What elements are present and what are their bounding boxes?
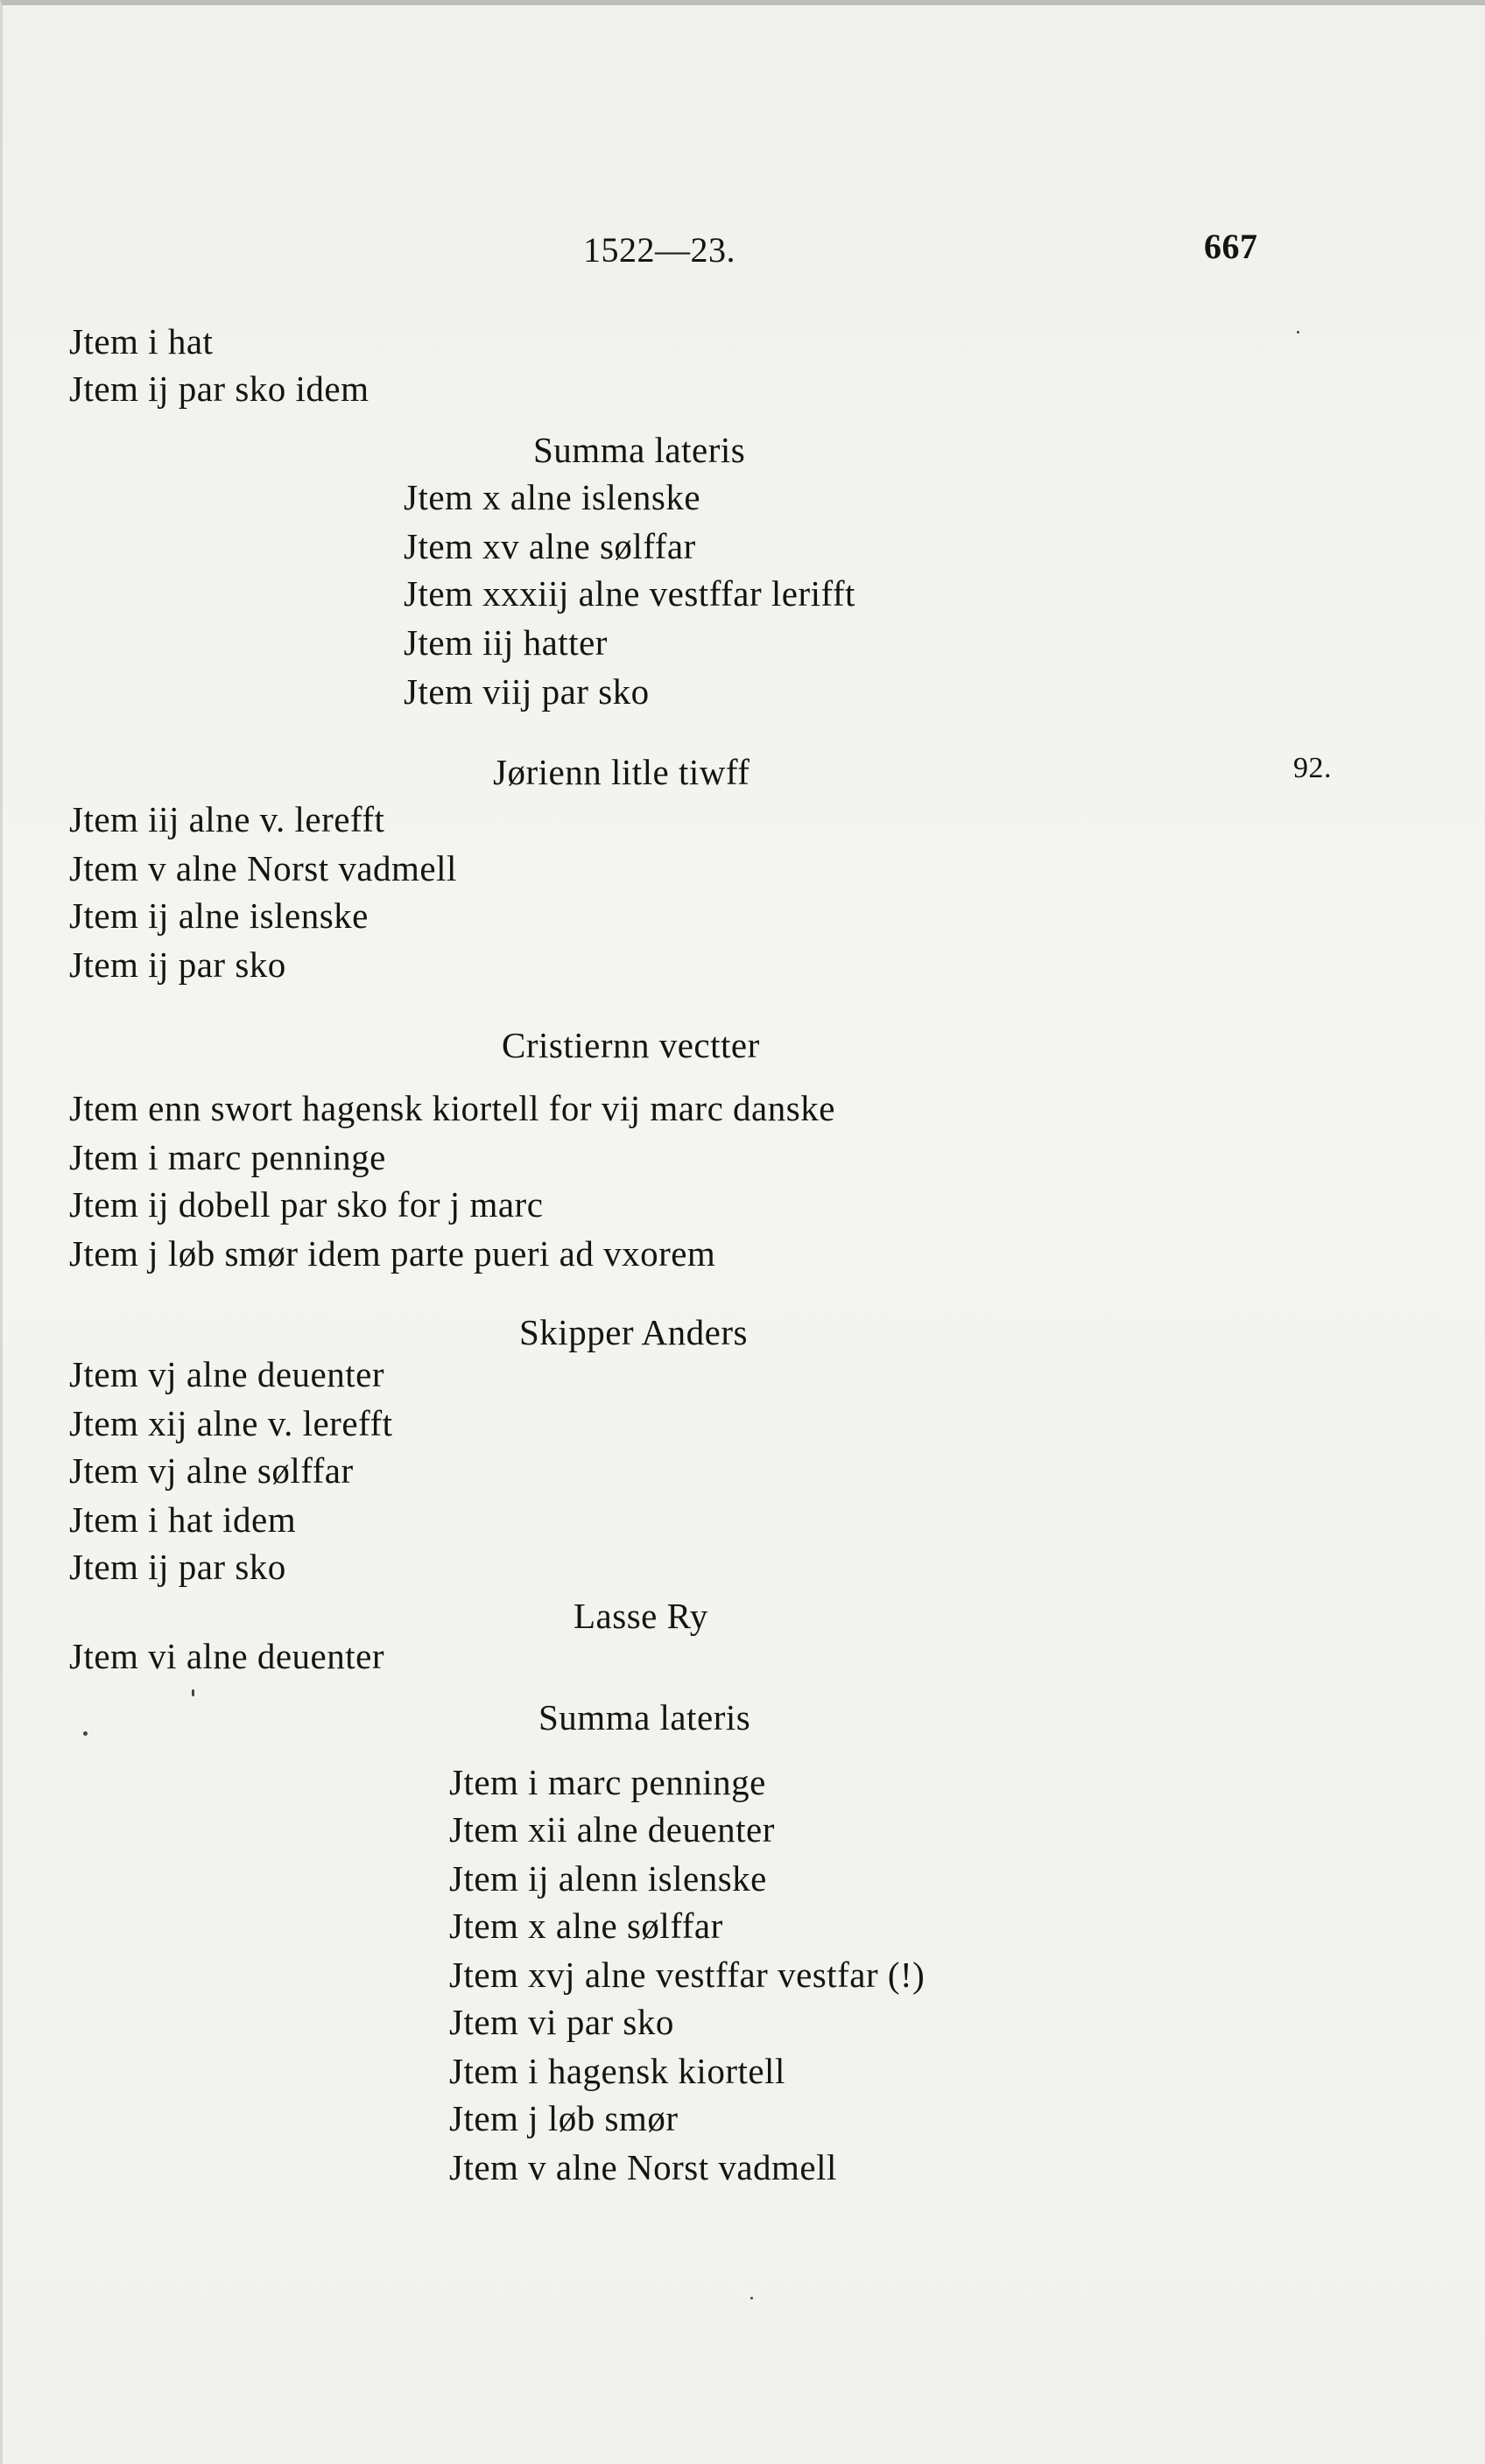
section-heading: Lasse Ry — [574, 1596, 708, 1636]
page-number: 667 — [1204, 227, 1258, 266]
text-line: Jtem xv alne sølffar — [404, 526, 696, 566]
text-line: Jtem iij hatter — [404, 622, 608, 663]
text-line: Jtem vi par sko — [449, 2002, 674, 2042]
text-line: Jtem i hat idem — [69, 1499, 297, 1540]
text-line: Jtem v alne Norst vadmell — [69, 848, 457, 888]
paper-speck — [192, 1689, 194, 1696]
text-line: Jtem j løb smør — [449, 2098, 679, 2138]
text-line: Jtem xii alne deuenter — [449, 1809, 775, 1850]
paper-speck — [1297, 331, 1299, 333]
text-line: Jtem vi alne deuenter — [69, 1636, 385, 1676]
text-line: Jtem ij par sko — [69, 944, 286, 985]
paper-speck — [83, 1731, 88, 1736]
text-line: Jtem ij alenn islenske — [449, 1858, 767, 1899]
section-heading: Jørienn litle tiwff — [493, 752, 750, 792]
section-heading: Skipper Anders — [519, 1312, 748, 1352]
text-line: Jtem xxxiij alne vestffar lerifft — [404, 573, 855, 614]
text-line: Jtem i marc penninge — [69, 1137, 386, 1177]
text-line: Jtem i marc penninge — [449, 1762, 766, 1802]
text-line: Jtem i hat — [69, 321, 214, 362]
text-line: Jtem ij dobell par sko for j marc — [69, 1184, 544, 1225]
paper-speck — [750, 2297, 753, 2299]
margin-note: 92. — [1293, 752, 1332, 784]
text-line: Jtem viij par sko — [404, 671, 650, 712]
text-line: Jtem iij alne v. lerefft — [69, 799, 385, 839]
text-line: Jtem ij alne islenske — [69, 895, 369, 936]
text-line: Jtem j løb smør idem parte pueri ad vxorem — [69, 1233, 716, 1274]
section-heading: Summa lateris — [533, 430, 746, 470]
text-line: Jtem enn swort hagensk kiortell for vij marc danske — [69, 1088, 835, 1128]
text-line: Jtem xvj alne vestffar vestfar (!) — [449, 1955, 925, 1995]
text-line: Jtem ij par sko idem — [69, 369, 369, 409]
text-line: Jtem x alne sølffar — [449, 1906, 723, 1946]
section-heading: Summa lateris — [538, 1697, 751, 1737]
text-line: Jtem ij par sko — [69, 1547, 286, 1587]
text-line: Jtem xij alne v. lerefft — [69, 1403, 393, 1443]
text-line: Jtem x alne islenske — [404, 477, 701, 517]
text-line: Jtem i hagensk kiortell — [449, 2051, 785, 2091]
text-line: Jtem vj alne sølffar — [69, 1450, 354, 1491]
section-heading: Cristiernn vectter — [502, 1025, 760, 1065]
text-line: Jtem vj alne deuenter — [69, 1354, 385, 1394]
text-line: Jtem v alne Norst vadmell — [449, 2147, 837, 2187]
running-head: 1522—23. — [583, 230, 735, 270]
